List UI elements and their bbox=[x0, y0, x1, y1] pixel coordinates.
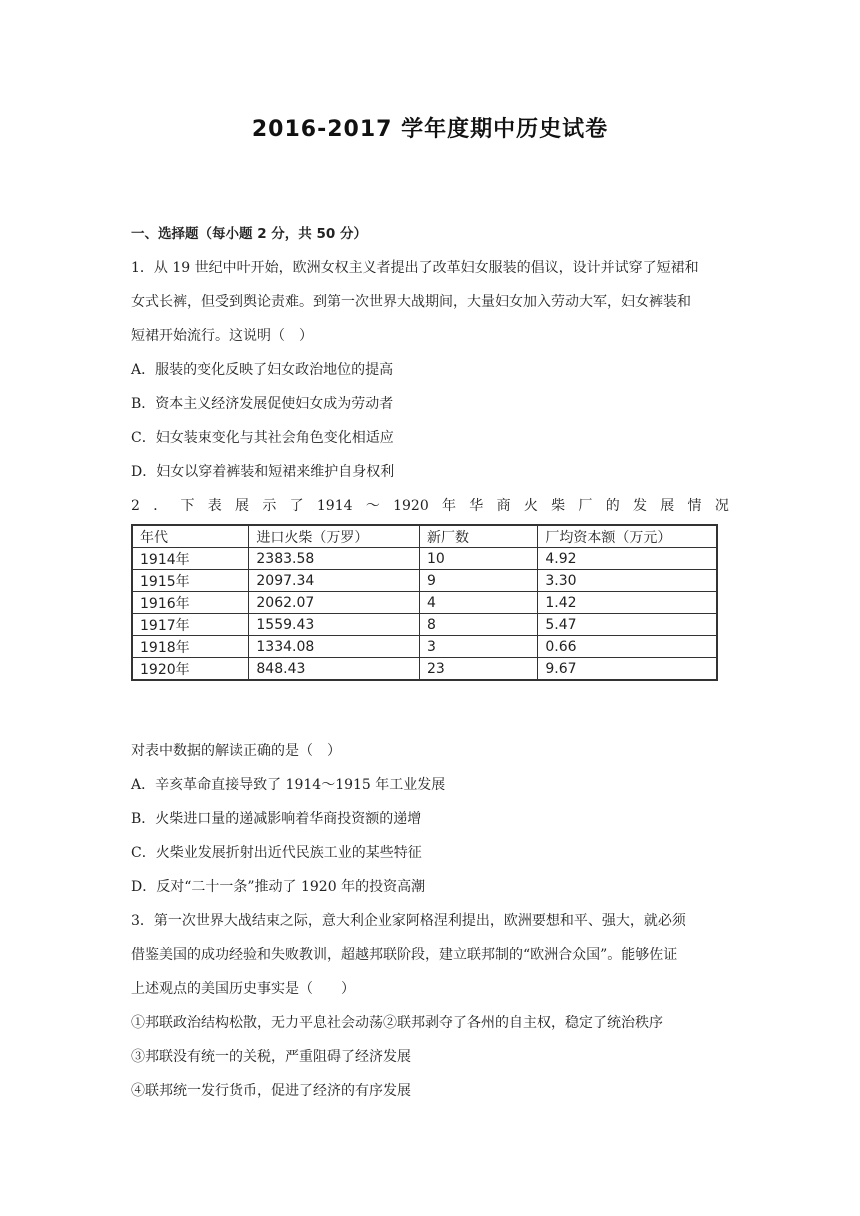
table-cell: 848.43 bbox=[249, 658, 420, 681]
table-cell: 1915年 bbox=[132, 570, 249, 592]
table-cell: 1914年 bbox=[132, 548, 249, 570]
q2-stem-word: 下 bbox=[180, 498, 195, 514]
table-row bbox=[132, 570, 717, 592]
table-row bbox=[132, 592, 717, 614]
q3-item-4: ④联邦统一发行货币，促进了经济的有序发展 bbox=[131, 1083, 411, 1099]
q2-stem-word: 柴 bbox=[551, 498, 566, 514]
q2-stem-word: 年 bbox=[442, 498, 457, 514]
table-row bbox=[132, 636, 717, 658]
q1-stem-line-2: 女式长裤，但受到舆论责难。到第一次世界大战期间，大量妇女加入劳动大军，妇女裤装和 bbox=[131, 294, 691, 310]
q2-option-d: D．反对“二十一条”推动了 1920 年的投资高潮 bbox=[131, 879, 426, 895]
q2-stem-word: 展 bbox=[235, 498, 250, 514]
q2-stem-word: 1914 bbox=[316, 498, 353, 514]
q2-stem-word: 表 bbox=[207, 498, 222, 514]
table-row bbox=[132, 614, 717, 636]
table-cell: 5.47 bbox=[538, 614, 717, 636]
q2-stem-word: ～ bbox=[365, 498, 380, 514]
table-cell: 8 bbox=[419, 614, 537, 636]
q3-stem-line-2: 借鉴美国的成功经验和失败教训，超越邦联阶段，建立联邦制的“欧洲合众国”。能够佐证 bbox=[131, 947, 678, 963]
table-header-cell: 新厂数 bbox=[419, 525, 537, 548]
table-cell: 1918年 bbox=[132, 636, 249, 658]
table-header-row bbox=[132, 525, 717, 548]
q1-stem-line-1: 1．从 19 世纪中叶开始，欧洲女权主义者提出了改革妇女服装的倡议，设计并试穿了短裙和 bbox=[131, 260, 699, 276]
q1-option-b: B．资本主义经济发展促使妇女成为劳动者 bbox=[131, 396, 394, 412]
q1-stem-line-3: 短裙开始流行。这说明（ ） bbox=[131, 328, 313, 344]
table-cell: 23 bbox=[419, 658, 537, 681]
q3-stem-line-3: 上述观点的美国历史事实是（ ） bbox=[131, 981, 355, 997]
q1-option-d: D．妇女以穿着裤装和短裙来维护自身权利 bbox=[131, 464, 395, 480]
q1-option-c: C．妇女装束变化与其社会角色变化相适应 bbox=[131, 430, 394, 446]
table-cell: 3.30 bbox=[538, 570, 717, 592]
table-cell: 2383.58 bbox=[249, 548, 420, 570]
q2-stem-word: 情 bbox=[687, 498, 702, 514]
q2-stem-word: 2 bbox=[131, 498, 140, 514]
table-cell: 4.92 bbox=[538, 548, 717, 570]
table-cell: 4 bbox=[419, 592, 537, 614]
table-cell: 1559.43 bbox=[249, 614, 420, 636]
q2-stem-word: 示 bbox=[262, 498, 277, 514]
q2-option-b: B．火柴进口量的递减影响着华商投资额的递增 bbox=[131, 811, 422, 827]
section-heading: 一、选择题（每小题 2 分，共 50 分） bbox=[131, 226, 367, 242]
table-cell: 2062.07 bbox=[249, 592, 420, 614]
table-cell: 1.42 bbox=[538, 592, 717, 614]
q3-item-3: ③邦联没有统一的关税，严重阻碍了经济发展 bbox=[131, 1049, 411, 1065]
table-header-cell: 年代 bbox=[132, 525, 249, 548]
table-cell: 0.66 bbox=[538, 636, 717, 658]
table-cell: 1916年 bbox=[132, 592, 249, 614]
match-factory-table bbox=[131, 524, 718, 681]
table-row bbox=[132, 658, 717, 681]
q2-stem-word: 况 bbox=[714, 498, 729, 514]
table-cell: 2097.34 bbox=[249, 570, 420, 592]
q2-stem-word: 厂 bbox=[578, 498, 593, 514]
q2-stem-word: 商 bbox=[496, 498, 511, 514]
table-cell: 3 bbox=[419, 636, 537, 658]
q2-stem-word: 的 bbox=[605, 498, 620, 514]
q2-stem bbox=[131, 497, 729, 515]
table-row bbox=[132, 548, 717, 570]
q2-stem-word: 展 bbox=[660, 498, 675, 514]
q2-stem-word: ． bbox=[153, 498, 168, 514]
table-cell: 9.67 bbox=[538, 658, 717, 681]
q2-stem-word: 1920 bbox=[393, 498, 429, 514]
table-cell: 1334.08 bbox=[249, 636, 420, 658]
q2-stem-word: 华 bbox=[469, 498, 484, 514]
table-header-cell: 进口火柴（万罗） bbox=[249, 525, 420, 548]
table-header-cell: 厂均资本额（万元） bbox=[538, 525, 717, 548]
q1-option-a: A．服装的变化反映了妇女政治地位的提高 bbox=[131, 362, 394, 378]
q2-stem-word: 火 bbox=[523, 498, 538, 514]
table-cell: 1917年 bbox=[132, 614, 249, 636]
q2-option-c: C．火柴业发展折射出近代民族工业的某些特征 bbox=[131, 845, 422, 861]
table-cell: 9 bbox=[419, 570, 537, 592]
q3-stem-line-1: 3．第一次世界大战结束之际，意大利企业家阿格涅利提出，欧洲要想和平、强大，就必须 bbox=[131, 913, 686, 929]
q2-question: 对表中数据的解读正确的是（ ） bbox=[131, 743, 341, 759]
q2-stem-word: 发 bbox=[632, 498, 647, 514]
table-cell: 10 bbox=[419, 548, 537, 570]
q3-item-1-2: ①邦联政治结构松散，无力平息社会动荡②联邦剥夺了各州的自主权，稳定了统治秩序 bbox=[131, 1015, 663, 1031]
table-cell: 1920年 bbox=[132, 658, 249, 681]
q2-option-a: A．辛亥革命直接导致了 1914～1915 年工业发展 bbox=[131, 777, 446, 793]
q2-stem-word: 了 bbox=[289, 498, 304, 514]
exam-title: 2016-2017 学年度期中历史试卷 bbox=[251, 117, 609, 142]
